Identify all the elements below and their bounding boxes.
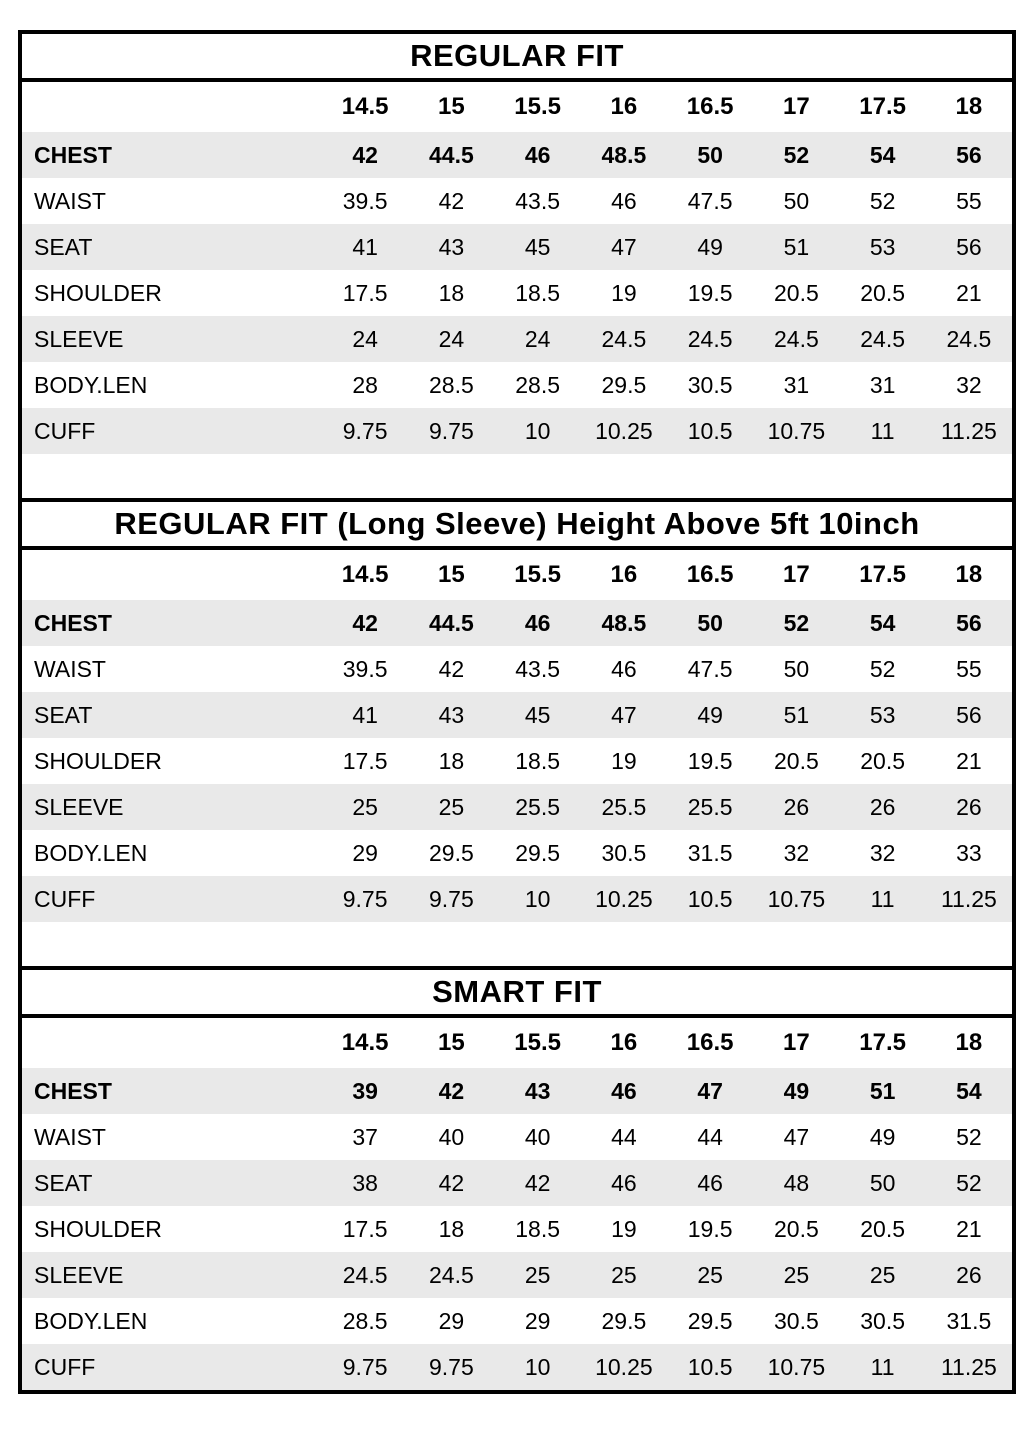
section-gap: [22, 454, 1012, 498]
measurement-value: 10: [524, 885, 551, 912]
measurement-value: 42: [438, 187, 465, 214]
table-row: [22, 784, 1012, 830]
measurement-value: 42: [438, 1077, 465, 1104]
measurement-value: 44: [697, 1123, 723, 1150]
measurement-value: 43: [438, 701, 465, 728]
table-row: [22, 408, 1012, 454]
measurement-value: 25: [869, 1261, 896, 1288]
measurement-value: 19.5: [687, 1215, 733, 1242]
measurement-value: 10.5: [687, 885, 733, 912]
measurement-value: 24: [524, 325, 551, 352]
measurement-value: 49: [869, 1123, 896, 1150]
measurement-value: 9.75: [342, 1353, 388, 1380]
measurement-value: 53: [869, 701, 896, 728]
measurement-value: 31: [783, 371, 810, 398]
measurement-label: SHOULDER: [34, 747, 162, 774]
measurement-value: 46: [524, 141, 551, 168]
measurement-value: 38: [352, 1169, 378, 1196]
measurement-label: CUFF: [34, 1353, 96, 1380]
measurement-label: WAIST: [34, 187, 106, 214]
measurement-value: 30.5: [601, 839, 647, 866]
measurement-value: 50: [697, 609, 723, 636]
measurement-value: 55: [956, 655, 982, 682]
measurement-value: 47: [611, 233, 637, 260]
measurement-label: SLEEVE: [34, 325, 124, 352]
measurement-value: 11.25: [940, 885, 997, 912]
measurement-value: 52: [783, 609, 810, 636]
measurement-value: 10.5: [687, 1353, 733, 1380]
measurement-value: 29.5: [687, 1307, 733, 1334]
measurement-value: 9.75: [428, 885, 474, 912]
measurement-value: 24.5: [601, 325, 647, 352]
measurement-value: 18: [438, 279, 465, 306]
measurement-value: 29: [438, 1307, 465, 1334]
measurement-value: 41: [352, 233, 378, 260]
measurement-value: 32: [783, 839, 810, 866]
measurement-value: 30.5: [773, 1307, 819, 1334]
table-row: [22, 1252, 1012, 1298]
measurement-value: 9.75: [342, 417, 388, 444]
measurement-value: 10.75: [767, 885, 826, 912]
measurement-value: 25.5: [687, 793, 733, 820]
measurement-value: 9.75: [342, 885, 388, 912]
measurement-value: 41: [352, 701, 378, 728]
measurement-value: 39: [352, 1077, 378, 1104]
measurement-value: 10.25: [595, 885, 653, 912]
size-column-header: 16: [610, 561, 638, 588]
measurement-value: 24.5: [946, 325, 992, 352]
table-row: [22, 224, 1012, 270]
measurement-value: 11.25: [940, 1353, 997, 1380]
empty-corner-cell: [22, 550, 322, 600]
measurement-value: 29: [524, 1307, 551, 1334]
size-column-header: 16: [610, 1029, 638, 1056]
measurement-value: 17.5: [342, 279, 388, 306]
measurement-value: 56: [956, 609, 982, 636]
size-chart-sheet: [18, 30, 1016, 1394]
measurement-value: 25: [697, 1261, 723, 1288]
measurement-value: 29: [352, 839, 378, 866]
measurement-value: 19.5: [687, 279, 733, 306]
table-row: [22, 270, 1012, 316]
measurement-label: BODY.LEN: [34, 1307, 148, 1334]
empty-corner-cell: [22, 1018, 322, 1068]
measurement-label: CUFF: [34, 417, 96, 444]
size-table-section-smart-fit: [22, 966, 1012, 1390]
measurement-value: 18.5: [515, 279, 560, 306]
measurement-value: 56: [956, 141, 982, 168]
measurement-value: 30.5: [860, 1307, 905, 1334]
measurement-value: 46: [697, 1169, 723, 1196]
measurement-value: 56: [956, 233, 982, 260]
size-column-header: 17: [783, 1029, 810, 1056]
table-row: [22, 1068, 1012, 1114]
measurement-value: 47.5: [687, 187, 733, 214]
table-title-smart-fit: SMART FIT: [22, 966, 1012, 1018]
size-column-header: 18: [955, 1029, 983, 1056]
measurement-value: 28.5: [515, 371, 560, 398]
measurement-value: 26: [869, 793, 896, 820]
measurement-value: 40: [524, 1123, 551, 1150]
measurement-value: 43.5: [515, 187, 560, 214]
measurement-value: 24: [438, 325, 465, 352]
measurement-value: 20.5: [860, 1215, 905, 1242]
measurement-value: 31: [869, 371, 896, 398]
measurement-value: 37: [352, 1123, 378, 1150]
size-header-row: [22, 1018, 1012, 1068]
size-column-header: 15.5: [514, 93, 561, 120]
measurement-value: 25: [524, 1261, 551, 1288]
size-column-header: 17.5: [859, 561, 906, 588]
measurement-value: 20.5: [860, 747, 905, 774]
measurement-value: 11: [870, 885, 895, 912]
measurement-value: 46: [524, 609, 551, 636]
measurement-value: 20.5: [860, 279, 905, 306]
size-column-header: 15.5: [514, 1029, 561, 1056]
table-row: [22, 830, 1012, 876]
measurement-value: 18: [438, 747, 465, 774]
measurement-value: 50: [783, 655, 810, 682]
size-column-header: 14.5: [341, 561, 389, 588]
measurement-value: 19.5: [687, 747, 733, 774]
measurement-value: 32: [956, 371, 982, 398]
measurement-value: 29.5: [601, 1307, 647, 1334]
measurement-value: 44.5: [428, 141, 474, 168]
size-column-header: 17.5: [859, 93, 906, 120]
size-column-header: 17: [783, 561, 810, 588]
measurement-value: 54: [869, 141, 896, 168]
measurement-label: WAIST: [34, 1123, 106, 1150]
measurement-value: 20.5: [773, 279, 819, 306]
measurement-label: SHOULDER: [34, 279, 162, 306]
measurement-value: 49: [783, 1077, 810, 1104]
size-table-section-regular-fit-long-sleeve: [22, 498, 1012, 922]
measurement-value: 47: [697, 1077, 723, 1104]
measurement-value: 21: [956, 747, 982, 774]
measurement-value: 42: [438, 655, 465, 682]
size-column-header: 17: [783, 93, 810, 120]
measurement-label: SLEEVE: [34, 793, 124, 820]
measurement-value: 18: [438, 1215, 465, 1242]
size-column-header: 18: [955, 561, 983, 588]
measurement-value: 24: [352, 325, 378, 352]
table-row: [22, 132, 1012, 178]
measurement-value: 56: [956, 701, 982, 728]
measurement-value: 19: [611, 279, 637, 306]
empty-corner-cell: [22, 82, 322, 132]
measurement-label: SEAT: [34, 701, 93, 728]
measurement-value: 47: [611, 701, 637, 728]
measurement-value: 28.5: [428, 371, 474, 398]
measurement-label: BODY.LEN: [34, 371, 148, 398]
measurement-value: 42: [438, 1169, 465, 1196]
size-table-body: [22, 132, 1012, 454]
measurement-value: 10.25: [595, 417, 653, 444]
measurement-value: 33: [956, 839, 982, 866]
table-row: [22, 178, 1012, 224]
measurement-value: 17.5: [342, 1215, 388, 1242]
table-row: [22, 738, 1012, 784]
measurement-label: SEAT: [34, 1169, 93, 1196]
measurement-value: 50: [697, 141, 723, 168]
measurement-value: 51: [783, 233, 810, 260]
measurement-label: CHEST: [34, 609, 112, 636]
measurement-value: 31.5: [687, 839, 733, 866]
measurement-value: 25.5: [515, 793, 560, 820]
measurement-value: 42: [524, 1169, 551, 1196]
measurement-value: 52: [783, 141, 810, 168]
measurement-value: 47.5: [687, 655, 733, 682]
size-table-header: [22, 550, 1012, 600]
measurement-value: 29.5: [428, 839, 474, 866]
measurement-value: 25: [438, 793, 465, 820]
size-column-header: 16: [610, 93, 638, 120]
size-column-header: 14.5: [341, 1029, 389, 1056]
measurement-value: 44.5: [428, 609, 474, 636]
measurement-value: 52: [956, 1123, 982, 1150]
measurement-value: 24.5: [428, 1261, 474, 1288]
size-column-header: 14.5: [341, 93, 389, 120]
size-table-header: [22, 1018, 1012, 1068]
measurement-value: 11: [870, 1353, 895, 1380]
size-column-header: 15.5: [514, 561, 561, 588]
measurement-value: 26: [956, 793, 982, 820]
measurement-value: 29.5: [601, 371, 647, 398]
measurement-value: 25: [352, 793, 378, 820]
measurement-value: 46: [611, 1077, 637, 1104]
measurement-value: 49: [697, 701, 723, 728]
measurement-value: 45: [524, 701, 551, 728]
measurement-value: 52: [956, 1169, 982, 1196]
measurement-value: 25: [611, 1261, 637, 1288]
measurement-label: WAIST: [34, 655, 106, 682]
measurement-value: 46: [611, 655, 637, 682]
size-table-smart-fit: [22, 1018, 1012, 1390]
size-header-row: [22, 550, 1012, 600]
size-column-header: 15: [438, 561, 465, 588]
measurement-value: 43.5: [515, 655, 560, 682]
measurement-value: 42: [352, 141, 378, 168]
measurement-value: 26: [956, 1261, 982, 1288]
measurement-value: 29.5: [515, 839, 560, 866]
table-row: [22, 1114, 1012, 1160]
size-table-header: [22, 82, 1012, 132]
table-row: [22, 876, 1012, 922]
measurement-value: 21: [956, 1215, 982, 1242]
measurement-label: CHEST: [34, 141, 112, 168]
measurement-value: 28.5: [342, 1307, 388, 1334]
measurement-value: 45: [524, 233, 551, 260]
measurement-value: 10.75: [767, 1353, 826, 1380]
measurement-value: 46: [611, 187, 637, 214]
measurement-value: 46: [611, 1169, 637, 1196]
measurement-value: 51: [783, 701, 810, 728]
measurement-value: 47: [783, 1123, 810, 1150]
measurement-value: 43: [438, 233, 465, 260]
measurement-value: 54: [956, 1077, 982, 1104]
size-table-regular-fit: [22, 82, 1012, 454]
table-row: [22, 1344, 1012, 1390]
measurement-value: 24.5: [342, 1261, 388, 1288]
size-table-body: [22, 1068, 1012, 1390]
measurement-value: 20.5: [773, 1215, 819, 1242]
measurement-value: 10: [524, 417, 551, 444]
measurement-value: 42: [352, 609, 378, 636]
measurement-label: CHEST: [34, 1077, 112, 1104]
measurement-value: 55: [956, 187, 982, 214]
measurement-value: 21: [956, 279, 982, 306]
measurement-value: 18.5: [515, 1215, 560, 1242]
measurement-value: 50: [869, 1169, 896, 1196]
measurement-value: 32: [869, 839, 896, 866]
size-column-header: 18: [955, 93, 983, 120]
table-row: [22, 600, 1012, 646]
measurement-label: SEAT: [34, 233, 93, 260]
measurement-value: 17.5: [342, 747, 388, 774]
measurement-value: 28: [352, 371, 378, 398]
measurement-value: 19: [611, 747, 637, 774]
measurement-value: 53: [869, 233, 896, 260]
measurement-label: SLEEVE: [34, 1261, 124, 1288]
table-row: [22, 1206, 1012, 1252]
measurement-value: 26: [783, 793, 810, 820]
size-column-header: 17.5: [859, 1029, 906, 1056]
measurement-value: 39.5: [342, 655, 388, 682]
measurement-value: 44: [611, 1123, 637, 1150]
table-row: [22, 1298, 1012, 1344]
measurement-value: 24.5: [687, 325, 733, 352]
size-column-header: 16.5: [686, 93, 734, 120]
measurement-value: 48: [783, 1169, 810, 1196]
size-column-header: 16.5: [686, 1029, 734, 1056]
table-title-regular-fit-long-sleeve: REGULAR FIT (Long Sleeve) Height Above 5ft 10inch: [22, 498, 1012, 550]
section-gap: [22, 922, 1012, 966]
measurement-value: 48.5: [601, 141, 647, 168]
measurement-label: CUFF: [34, 885, 96, 912]
measurement-value: 25.5: [601, 793, 647, 820]
measurement-value: 51: [869, 1077, 896, 1104]
table-title-regular-fit: REGULAR FIT: [22, 34, 1012, 82]
measurement-value: 31.5: [946, 1307, 992, 1334]
measurement-value: 40: [438, 1123, 465, 1150]
measurement-value: 11.25: [940, 417, 997, 444]
size-table-section-regular-fit: [22, 34, 1012, 454]
measurement-value: 10.75: [767, 417, 826, 444]
measurement-value: 20.5: [773, 747, 819, 774]
measurement-value: 48.5: [601, 609, 647, 636]
measurement-value: 9.75: [428, 417, 474, 444]
measurement-value: 9.75: [428, 1353, 474, 1380]
table-row: [22, 692, 1012, 738]
measurement-value: 30.5: [687, 371, 733, 398]
measurement-value: 11: [870, 417, 895, 444]
measurement-label: BODY.LEN: [34, 839, 148, 866]
measurement-value: 10: [524, 1353, 551, 1380]
table-row: [22, 1160, 1012, 1206]
size-table-regular-fit-long-sleeve: [22, 550, 1012, 922]
measurement-value: 18.5: [515, 747, 560, 774]
table-row: [22, 646, 1012, 692]
size-column-header: 15: [438, 1029, 465, 1056]
table-row: [22, 362, 1012, 408]
measurement-value: 43: [524, 1077, 551, 1104]
size-column-header: 15: [438, 93, 465, 120]
measurement-value: 49: [697, 233, 723, 260]
measurement-value: 10.25: [595, 1353, 653, 1380]
measurement-label: SHOULDER: [34, 1215, 162, 1242]
table-row: [22, 316, 1012, 362]
measurement-value: 39.5: [342, 187, 388, 214]
measurement-value: 52: [869, 187, 896, 214]
measurement-value: 25: [783, 1261, 810, 1288]
measurement-value: 19: [611, 1215, 637, 1242]
measurement-value: 54: [869, 609, 896, 636]
size-column-header: 16.5: [686, 561, 734, 588]
size-header-row: [22, 82, 1012, 132]
measurement-value: 24.5: [773, 325, 819, 352]
measurement-value: 10.5: [687, 417, 733, 444]
measurement-value: 50: [783, 187, 810, 214]
measurement-value: 24.5: [860, 325, 905, 352]
size-table-body: [22, 600, 1012, 922]
measurement-value: 52: [869, 655, 896, 682]
